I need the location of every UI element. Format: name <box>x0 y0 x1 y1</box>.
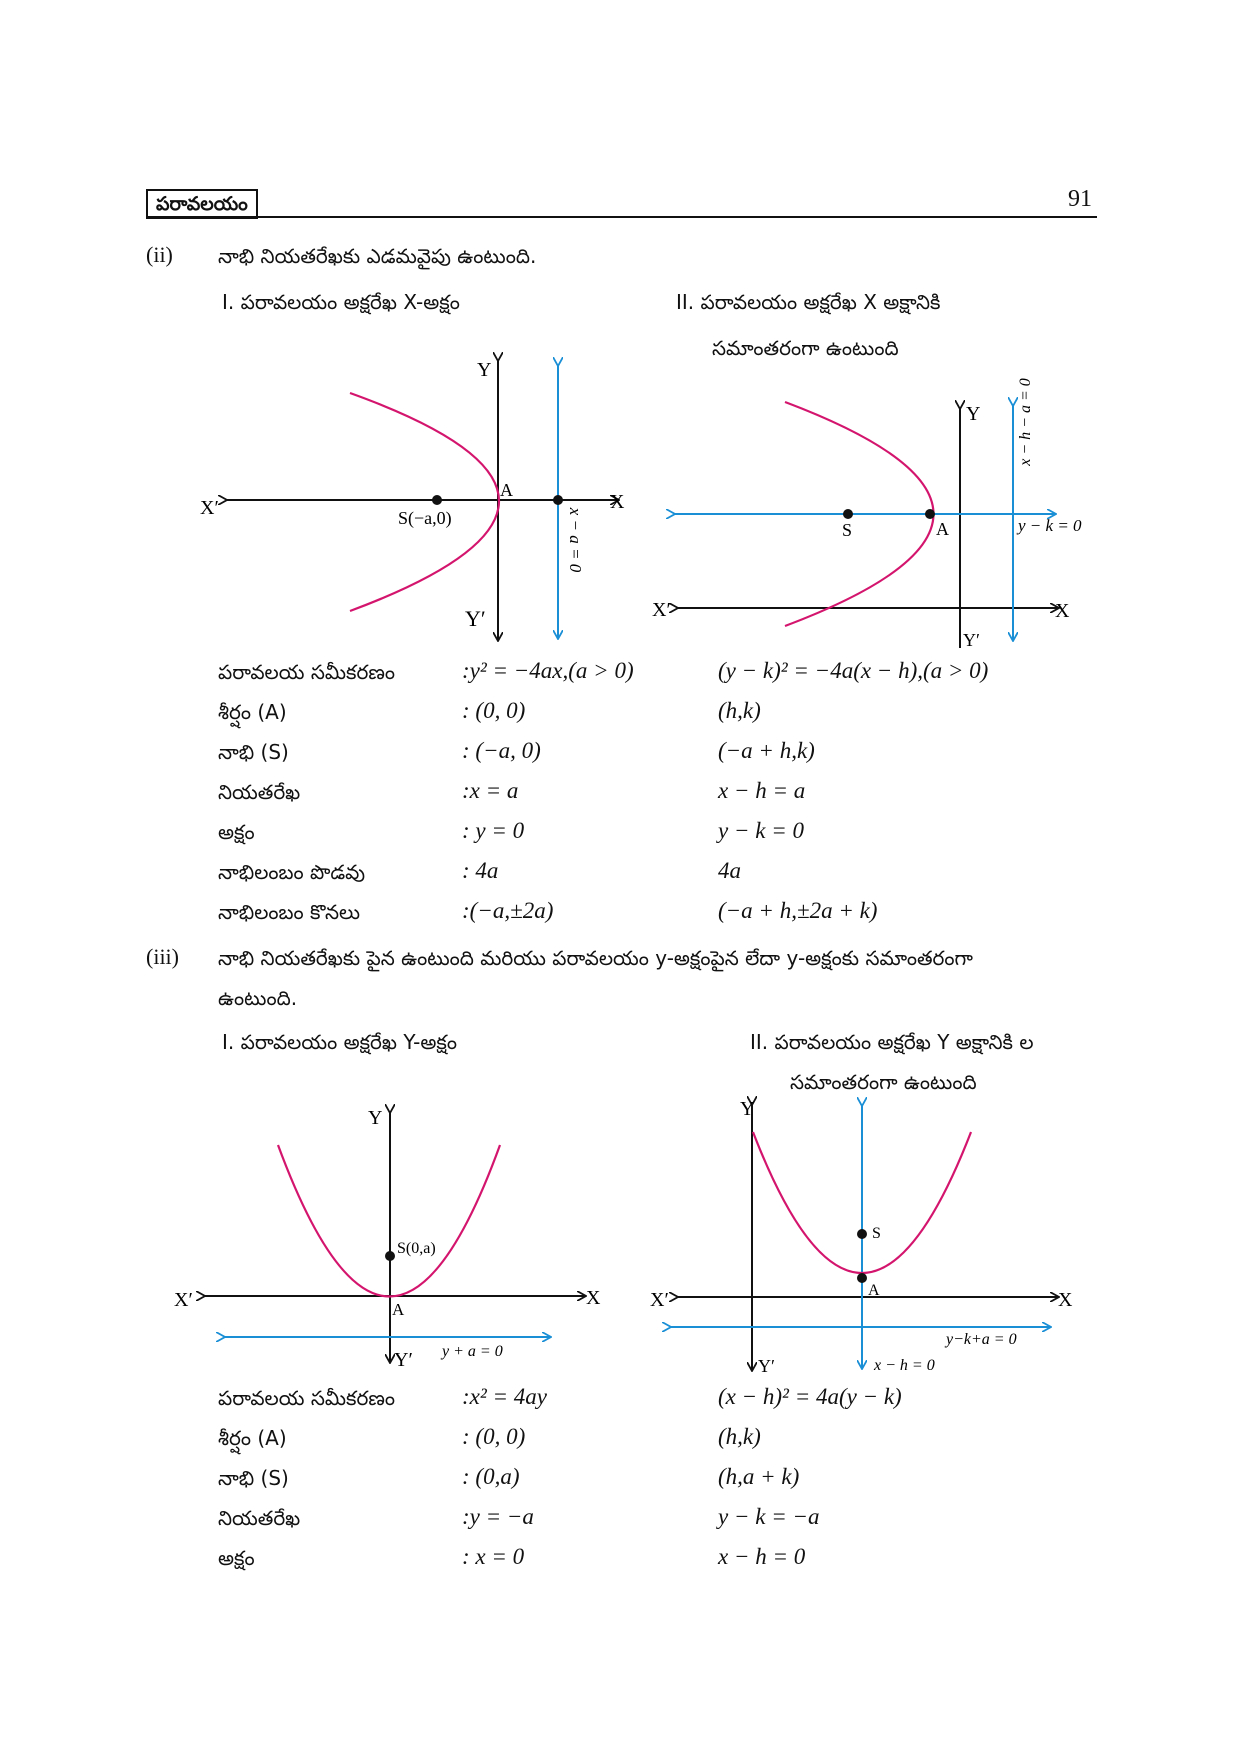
vertex-point <box>925 509 935 519</box>
row-value-case1: :y = −a <box>462 1504 534 1529</box>
header-rule <box>146 216 1097 218</box>
row-value-case2: (h,k) <box>718 1424 761 1449</box>
focus-point <box>432 495 442 505</box>
y-prime-label: Y′ <box>758 1356 775 1376</box>
y-label: Y <box>368 1107 383 1129</box>
row-label: అక్షం <box>218 820 255 844</box>
focus-point <box>857 1229 867 1239</box>
parabola-curve <box>350 393 499 611</box>
section-iii-case2-title: II. పరావలయం అక్షరేఖ Y అక్షానికి ల <box>750 1030 1034 1054</box>
directrix-label: x − a = 0 <box>566 507 585 573</box>
vertex-label: A <box>500 480 513 500</box>
row-value-case1: : 4a <box>462 858 499 883</box>
vertex-label: A <box>936 519 949 539</box>
section-ii-text: నాభి నియతరేఖకు ఎడమవైపు ఉంటుంది. <box>218 244 537 268</box>
focus-label: S <box>872 1225 881 1242</box>
row-label: శీర్షం (A) <box>218 1426 287 1450</box>
focus-point <box>843 509 853 519</box>
row-value-case2: (y − k)² = −4a(x − h),(a > 0) <box>718 658 989 683</box>
section-iii-text-line1: నాభి నియతరేఖకు పైన ఉంటుంది మరియు పరావలయం y-అక్షంపైన లేదా y-అక్షంకు సమాంతరంగా <box>218 946 973 970</box>
row-value-case1: :x = a <box>462 778 519 803</box>
row-value-case1: : x = 0 <box>462 1544 525 1569</box>
vertex-label: A <box>392 1300 405 1319</box>
x-label: X <box>1058 1289 1073 1311</box>
axis-label: x − h = 0 <box>874 1357 935 1374</box>
y-label: Y <box>740 1098 755 1120</box>
vertex-point <box>857 1273 867 1283</box>
x-label: X <box>610 491 625 513</box>
section-ii-marker: (ii) <box>146 242 173 267</box>
x-label: X <box>586 1287 601 1309</box>
focus-point <box>385 1251 395 1261</box>
focus-label: S(0,a) <box>397 1240 436 1257</box>
section-iii-marker: (iii) <box>146 944 179 969</box>
graph-parabola-left-shifted <box>650 350 1090 660</box>
focus-label: S(−a,0) <box>398 508 452 528</box>
x-prime-label: X′ <box>652 599 671 621</box>
graph-parabola-up-shifted <box>640 1090 1090 1380</box>
row-label: పరావలయ సమీకరణం <box>218 1386 395 1410</box>
section-ii-case2-title: II. పరావలయం అక్షరేఖ X అక్షానికి <box>676 290 941 314</box>
row-value-case1: :x² = 4ay <box>462 1384 547 1409</box>
row-value-case1: : y = 0 <box>462 818 525 843</box>
y-prime-label: Y′ <box>394 1349 413 1371</box>
y-label: Y <box>966 403 981 425</box>
row-label: నియతరేఖ <box>218 780 301 804</box>
row-value-case2: y − k = −a <box>718 1504 820 1529</box>
focus-label: S <box>842 520 853 540</box>
row-label: నాభిలంబం పొడవు <box>218 860 366 884</box>
row-value-case2: y − k = 0 <box>718 818 804 843</box>
row-value-case2: x − h = 0 <box>718 1544 806 1569</box>
axis-label: y − k = 0 <box>1018 516 1082 535</box>
section-iii-case2-subtitle: సమాంతరంగా ఉంటుంది <box>790 1070 977 1094</box>
row-value-case2: x − h = a <box>718 778 806 803</box>
row-label: నాభి (S) <box>218 740 289 764</box>
section-iii-case1-title: I. పరావలయం అక్షరేఖ Y-అక్షం <box>222 1030 457 1054</box>
y-prime-label: Y′ <box>963 630 980 650</box>
row-label: నియతరేఖ <box>218 1506 301 1530</box>
y-prime-label: Y′ <box>465 606 486 631</box>
row-value-case1: : (0, 0) <box>462 1424 526 1449</box>
row-value-case2: (−a + h,±2a + k) <box>718 898 878 923</box>
row-value-case2: (−a + h,k) <box>718 738 815 763</box>
row-label: శీర్షం (A) <box>218 700 287 724</box>
row-value-case1: : (0, 0) <box>462 698 526 723</box>
row-value-case2: (h,k) <box>718 698 761 723</box>
chapter-title-box: పరావలయం <box>146 189 258 219</box>
row-value-case2: (h,a + k) <box>718 1464 800 1489</box>
section-iii-text-line2: ఉంటుంది. <box>218 986 298 1010</box>
graph-parabola-up-origin <box>170 1100 620 1370</box>
page-number: 91 <box>1068 186 1092 212</box>
directrix-point <box>553 495 563 505</box>
row-label: నాభిలంబం కొనలు <box>218 900 361 924</box>
y-label: Y <box>477 359 492 381</box>
row-label: పరావలయ సమీకరణం <box>218 660 395 684</box>
section-ii-case1-title: I. పరావలయం అక్షరేఖ X-అక్షం <box>222 290 460 314</box>
directrix-label: y + a = 0 <box>442 1343 503 1360</box>
vertex-label: A <box>868 1282 880 1299</box>
row-value-case1: :y² = −4ax,(a > 0) <box>462 658 634 683</box>
row-value-case1: : (−a, 0) <box>462 738 541 763</box>
row-label: అక్షం <box>218 1546 255 1570</box>
x-prime-label: X′ <box>650 1289 669 1311</box>
row-value-case2: (x − h)² = 4a(y − k) <box>718 1384 902 1409</box>
directrix-label: x − h − a = 0 <box>1017 378 1034 466</box>
row-value-case1: :(−a,±2a) <box>462 898 554 923</box>
row-value-case2: 4a <box>718 858 741 883</box>
directrix-label: y−k+a = 0 <box>946 1331 1017 1348</box>
x-prime-label: X′ <box>200 497 219 519</box>
row-value-case1: : (0,a) <box>462 1464 520 1489</box>
graph-parabola-left-origin <box>180 350 640 650</box>
x-prime-label: X′ <box>174 1289 193 1311</box>
section-ii-case2-subtitle: సమాంతరంగా ఉంటుంది <box>712 336 899 360</box>
x-label: X <box>1055 600 1070 622</box>
row-label: నాభి (S) <box>218 1466 289 1490</box>
